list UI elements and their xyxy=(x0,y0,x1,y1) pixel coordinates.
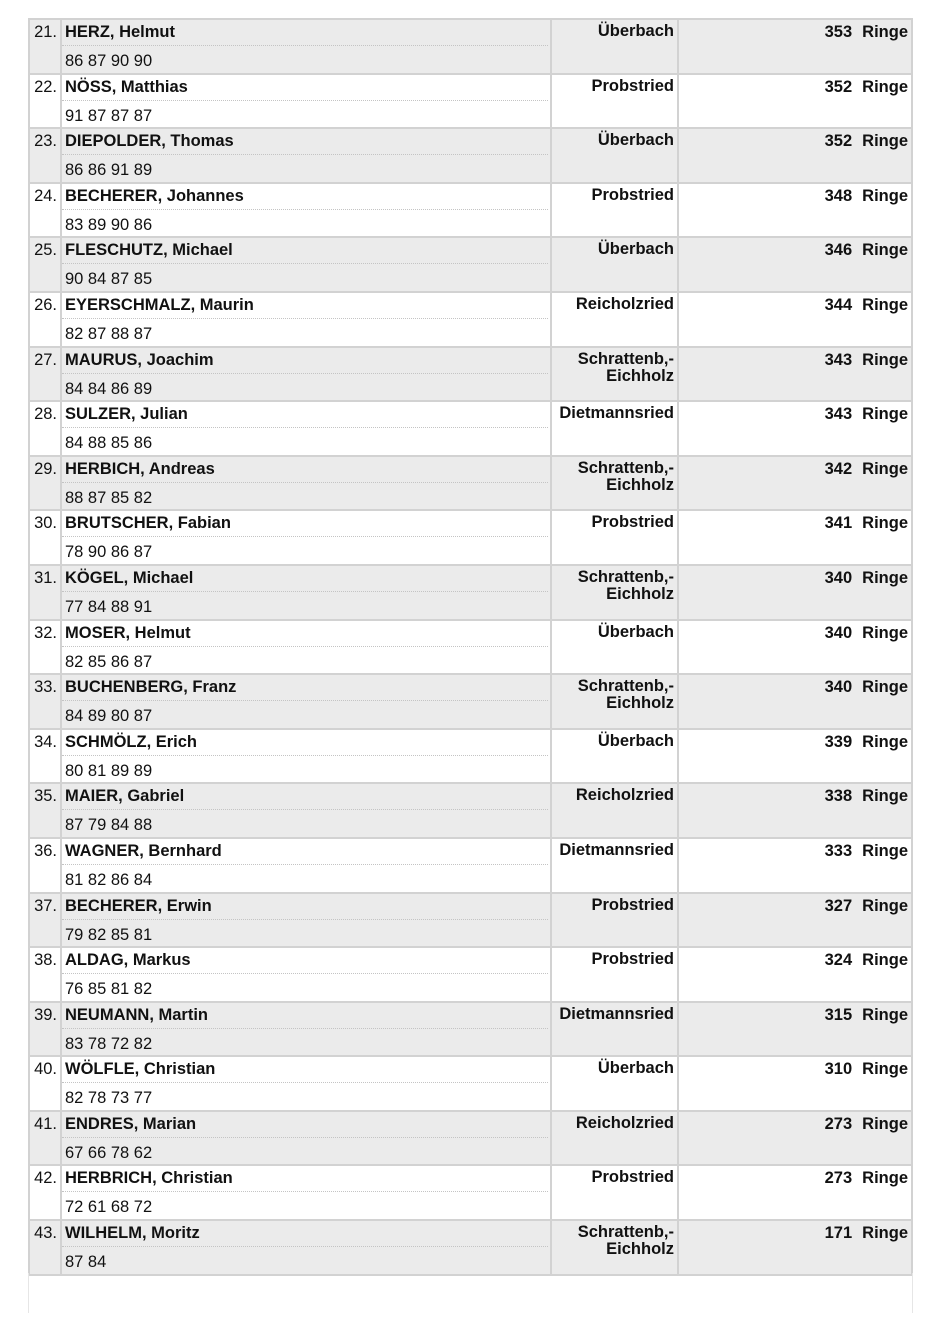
result-cell xyxy=(678,947,912,1002)
total-points: 342 xyxy=(824,459,853,478)
shooter-cell xyxy=(61,674,551,729)
table-row xyxy=(29,292,912,347)
total-points: 339 xyxy=(824,732,853,751)
club-cell xyxy=(551,674,678,729)
series-scores: 82 87 88 87 xyxy=(65,324,153,343)
club-cell xyxy=(551,1002,678,1057)
table-row xyxy=(29,1056,912,1111)
club-cell xyxy=(551,1111,678,1166)
result-cell xyxy=(678,893,912,948)
rank-cell: 33. xyxy=(29,674,61,729)
result-cell xyxy=(678,620,912,675)
shooter-cell xyxy=(61,565,551,620)
rank-cell: 42. xyxy=(29,1165,61,1220)
table-row xyxy=(29,456,912,511)
points-unit: Ringe xyxy=(862,77,908,96)
shooter-name: WÖLFLE, Christian xyxy=(62,1057,548,1083)
series-scores: 77 84 88 91 xyxy=(65,597,153,616)
series-scores: 67 66 78 62 xyxy=(65,1143,153,1162)
club-name: Eichholz xyxy=(606,1240,674,1259)
club-cell xyxy=(551,729,678,784)
club-name: Schrattenb,- xyxy=(577,349,674,368)
rank-cell: 37. xyxy=(29,893,61,948)
rank-cell: 40. xyxy=(29,1056,61,1111)
table-row xyxy=(29,183,912,238)
shooter-name: NÖSS, Matthias xyxy=(62,75,548,101)
table-row xyxy=(29,783,912,838)
result-cell xyxy=(678,19,912,74)
result-cell xyxy=(678,401,912,456)
total-points: 338 xyxy=(824,787,853,806)
club-cell xyxy=(551,347,678,402)
club-name: Eichholz xyxy=(606,584,674,603)
shooter-name: KÖGEL, Michael xyxy=(62,566,548,592)
points-unit: Ringe xyxy=(862,732,908,751)
shooter-cell xyxy=(61,1165,551,1220)
shooter-name: WAGNER, Bernhard xyxy=(62,839,548,865)
points-unit: Ringe xyxy=(862,787,908,806)
table-row xyxy=(29,893,912,948)
shooter-cell xyxy=(61,1111,551,1166)
points-unit: Ringe xyxy=(862,1169,908,1188)
total-points: 327 xyxy=(824,896,853,915)
table-row xyxy=(29,947,912,1002)
result-cell xyxy=(678,237,912,292)
points-unit: Ringe xyxy=(862,1224,908,1243)
points-unit: Ringe xyxy=(862,951,908,970)
total-points: 353 xyxy=(824,23,853,41)
series-scores: 83 78 72 82 xyxy=(65,1034,153,1053)
shooter-name: MAIER, Gabriel xyxy=(62,784,548,810)
total-points: 352 xyxy=(824,132,853,151)
points-unit: Ringe xyxy=(862,459,908,478)
rank-cell: 22. xyxy=(29,74,61,129)
club-name: Probstried xyxy=(591,76,674,95)
shooter-name: HERBRICH, Christian xyxy=(62,1166,548,1192)
rank-cell: 39. xyxy=(29,1002,61,1057)
result-cell xyxy=(678,565,912,620)
shooter-name: NEUMANN, Martin xyxy=(62,1003,548,1029)
club-cell xyxy=(551,1165,678,1220)
shooter-cell xyxy=(61,456,551,511)
points-unit: Ringe xyxy=(862,241,908,260)
shooter-cell xyxy=(61,292,551,347)
total-points: 340 xyxy=(824,568,853,587)
shooter-cell xyxy=(61,1220,551,1275)
rank-cell: 35. xyxy=(29,783,61,838)
series-scores: 83 89 90 86 xyxy=(65,215,153,234)
series-scores: 86 87 90 90 xyxy=(65,52,153,70)
shooter-name: FLESCHUTZ, Michael xyxy=(62,238,548,264)
points-unit: Ringe xyxy=(862,186,908,205)
club-cell xyxy=(551,1220,678,1275)
total-points: 343 xyxy=(824,405,853,424)
rank-cell: 27. xyxy=(29,347,61,402)
series-scores: 87 84 xyxy=(65,1253,107,1272)
total-points: 310 xyxy=(824,1060,853,1079)
club-cell xyxy=(551,19,678,74)
club-name: Schrattenb,- xyxy=(577,677,674,696)
series-scores: 84 89 80 87 xyxy=(65,707,153,726)
points-unit: Ringe xyxy=(862,1060,908,1079)
series-scores: 90 84 87 85 xyxy=(65,270,153,289)
result-cell xyxy=(678,729,912,784)
club-name: Schrattenb,- xyxy=(577,458,674,477)
series-scores: 80 81 89 89 xyxy=(65,761,153,780)
series-scores: 84 88 85 86 xyxy=(65,434,153,453)
shooter-name: HERZ, Helmut xyxy=(62,20,548,46)
club-cell xyxy=(551,510,678,565)
rank-cell: 30. xyxy=(29,510,61,565)
table-row xyxy=(29,401,912,456)
series-scores: 82 85 86 87 xyxy=(65,652,153,671)
table-row xyxy=(29,838,912,893)
club-name: Probstried xyxy=(591,895,674,914)
club-cell xyxy=(551,838,678,893)
table-row xyxy=(29,729,912,784)
club-cell xyxy=(551,947,678,1002)
shooter-cell xyxy=(61,1056,551,1111)
series-scores: 84 84 86 89 xyxy=(65,379,153,398)
result-cell xyxy=(678,1056,912,1111)
club-cell xyxy=(551,128,678,183)
shooter-name: SCHMÖLZ, Erich xyxy=(62,730,548,756)
shooter-name: BECHERER, Johannes xyxy=(62,184,548,210)
shooter-name: WILHELM, Moritz xyxy=(62,1221,548,1247)
points-unit: Ringe xyxy=(862,1114,908,1133)
table-row xyxy=(29,510,912,565)
rank-cell: 41. xyxy=(29,1111,61,1166)
shooter-cell xyxy=(61,19,551,74)
result-cell xyxy=(678,292,912,347)
club-cell xyxy=(551,620,678,675)
club-name: Probstried xyxy=(591,1168,674,1187)
shooter-cell xyxy=(61,74,551,129)
rank-cell: 25. xyxy=(29,237,61,292)
shooter-cell xyxy=(61,510,551,565)
result-cell xyxy=(678,783,912,838)
club-name: Schrattenb,- xyxy=(577,567,674,586)
shooter-name: MAURUS, Joachim xyxy=(62,348,548,374)
result-cell xyxy=(678,347,912,402)
shooter-cell xyxy=(61,620,551,675)
club-name: Eichholz xyxy=(606,475,674,494)
shooter-name: ALDAG, Markus xyxy=(62,948,548,974)
club-cell xyxy=(551,456,678,511)
table-row xyxy=(29,19,912,74)
table-row xyxy=(29,620,912,675)
total-points: 273 xyxy=(824,1169,853,1188)
rank-cell: 21. xyxy=(29,19,61,74)
result-cell xyxy=(678,510,912,565)
club-cell xyxy=(551,565,678,620)
table-row xyxy=(29,1220,912,1275)
club-cell xyxy=(551,237,678,292)
total-points: 315 xyxy=(824,1005,853,1024)
shooter-name: MOSER, Helmut xyxy=(62,621,548,647)
rank-cell: 26. xyxy=(29,292,61,347)
rank-cell: 43. xyxy=(29,1220,61,1275)
rank-cell: 31. xyxy=(29,565,61,620)
table-row xyxy=(29,128,912,183)
shooter-cell xyxy=(61,1002,551,1057)
club-name: Überbach xyxy=(597,22,674,40)
club-name: Überbach xyxy=(597,622,674,641)
club-name: Reicholzried xyxy=(575,294,674,313)
shooter-cell xyxy=(61,128,551,183)
club-name: Dietmannsried xyxy=(559,1004,674,1023)
club-name: Eichholz xyxy=(606,694,674,713)
table-row xyxy=(29,1002,912,1057)
total-points: 348 xyxy=(824,186,853,205)
shooter-name: SULZER, Julian xyxy=(62,402,548,428)
club-name: Überbach xyxy=(597,131,674,150)
result-cell xyxy=(678,674,912,729)
shooter-cell xyxy=(61,347,551,402)
total-points: 352 xyxy=(824,77,853,96)
club-name: Probstried xyxy=(591,513,674,532)
series-scores: 76 85 81 82 xyxy=(65,980,153,999)
result-cell xyxy=(678,456,912,511)
rank-cell: 23. xyxy=(29,128,61,183)
series-scores: 78 90 86 87 xyxy=(65,543,153,562)
result-cell xyxy=(678,838,912,893)
club-name: Probstried xyxy=(591,185,674,204)
rank-cell: 38. xyxy=(29,947,61,1002)
result-cell xyxy=(678,1111,912,1166)
result-cell xyxy=(678,1165,912,1220)
club-cell xyxy=(551,183,678,238)
series-scores: 81 82 86 84 xyxy=(65,870,153,889)
club-name: Überbach xyxy=(597,1059,674,1078)
shooter-name: BRUTSCHER, Fabian xyxy=(62,511,548,537)
total-points: 340 xyxy=(824,623,853,642)
club-cell xyxy=(551,401,678,456)
club-cell xyxy=(551,783,678,838)
total-points: 333 xyxy=(824,841,853,860)
club-name: Überbach xyxy=(597,240,674,259)
result-cell xyxy=(678,1002,912,1057)
total-points: 324 xyxy=(824,951,853,970)
club-name: Dietmannsried xyxy=(559,404,674,423)
points-unit: Ringe xyxy=(862,295,908,314)
table-row xyxy=(29,74,912,129)
rank-cell: 29. xyxy=(29,456,61,511)
rank-cell: 32. xyxy=(29,620,61,675)
shooter-name: ENDRES, Marian xyxy=(62,1112,548,1138)
club-name: Dietmannsried xyxy=(559,840,674,859)
series-scores: 82 78 73 77 xyxy=(65,1089,153,1108)
rank-cell: 24. xyxy=(29,183,61,238)
shooter-cell xyxy=(61,947,551,1002)
club-name: Schrattenb,- xyxy=(577,1223,674,1242)
table-row xyxy=(29,1165,912,1220)
club-name: Reicholzried xyxy=(575,786,674,805)
shooter-name: DIEPOLDER, Thomas xyxy=(62,129,548,155)
total-points: 344 xyxy=(824,295,853,314)
shooter-name: EYERSCHMALZ, Maurin xyxy=(62,293,548,319)
shooter-cell xyxy=(61,838,551,893)
total-points: 343 xyxy=(824,350,853,369)
club-name: Reicholzried xyxy=(575,1113,674,1132)
club-cell xyxy=(551,292,678,347)
points-unit: Ringe xyxy=(862,1005,908,1024)
table-row xyxy=(29,674,912,729)
shooter-cell xyxy=(61,401,551,456)
series-scores: 79 82 85 81 xyxy=(65,925,153,944)
points-unit: Ringe xyxy=(862,841,908,860)
shooter-cell xyxy=(61,893,551,948)
club-name: Probstried xyxy=(591,950,674,969)
series-scores: 88 87 85 82 xyxy=(65,488,153,507)
series-scores: 91 87 87 87 xyxy=(65,106,153,125)
table-row xyxy=(29,1111,912,1166)
results-table xyxy=(28,18,913,1276)
club-cell xyxy=(551,1056,678,1111)
shooter-cell xyxy=(61,183,551,238)
page-bottom-area xyxy=(28,1273,913,1313)
table-row xyxy=(29,347,912,402)
series-scores: 72 61 68 72 xyxy=(65,1198,153,1217)
total-points: 273 xyxy=(824,1114,853,1133)
shooter-name: BUCHENBERG, Franz xyxy=(62,675,548,701)
result-cell xyxy=(678,183,912,238)
club-cell xyxy=(551,74,678,129)
results-body xyxy=(29,19,912,1275)
points-unit: Ringe xyxy=(862,568,908,587)
table-row xyxy=(29,565,912,620)
shooter-name: BECHERER, Erwin xyxy=(62,894,548,920)
points-unit: Ringe xyxy=(862,350,908,369)
shooter-cell xyxy=(61,729,551,784)
shooter-cell xyxy=(61,783,551,838)
points-unit: Ringe xyxy=(862,623,908,642)
series-scores: 86 86 91 89 xyxy=(65,161,153,180)
points-unit: Ringe xyxy=(862,678,908,697)
result-cell xyxy=(678,128,912,183)
points-unit: Ringe xyxy=(862,896,908,915)
points-unit: Ringe xyxy=(862,514,908,533)
table-row xyxy=(29,237,912,292)
shooter-cell xyxy=(61,237,551,292)
points-unit: Ringe xyxy=(862,132,908,151)
club-name: Überbach xyxy=(597,731,674,750)
total-points: 341 xyxy=(824,514,853,533)
rank-cell: 36. xyxy=(29,838,61,893)
total-points: 340 xyxy=(824,678,853,697)
points-unit: Ringe xyxy=(862,405,908,424)
points-unit: Ringe xyxy=(862,23,908,41)
club-cell xyxy=(551,893,678,948)
rank-cell: 28. xyxy=(29,401,61,456)
result-cell xyxy=(678,1220,912,1275)
series-scores: 87 79 84 88 xyxy=(65,816,153,835)
total-points: 346 xyxy=(824,241,853,260)
shooter-name: HERBICH, Andreas xyxy=(62,457,548,483)
rank-cell: 34. xyxy=(29,729,61,784)
club-name: Eichholz xyxy=(606,366,674,385)
total-points: 171 xyxy=(824,1224,853,1243)
result-cell xyxy=(678,74,912,129)
